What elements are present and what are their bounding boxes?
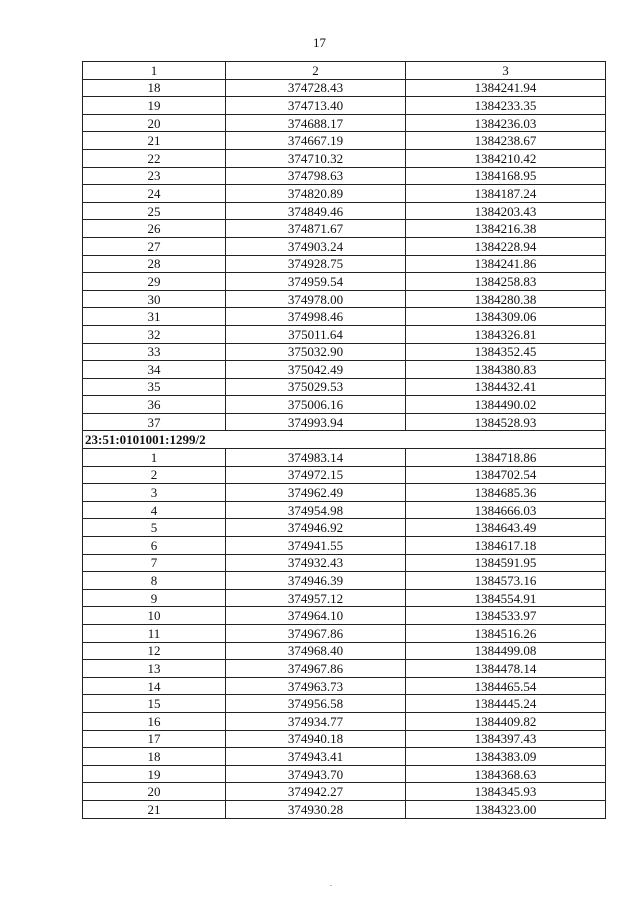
table-row [83,484,606,502]
y-coordinate-cell: 1384241.94 [406,79,606,97]
y-coordinate-cell: 1384397.43 [406,730,606,748]
table-row [83,712,606,730]
y-coordinate-cell: 1384685.36 [406,484,606,502]
table-row [83,695,606,713]
y-coordinate-cell: 1384533.97 [406,607,606,625]
table-row [83,748,606,766]
x-coordinate-cell: 374713.40 [226,97,406,115]
x-coordinate-cell: 375006.16 [226,396,406,414]
table-row [83,554,606,572]
table-row [83,449,606,467]
y-coordinate-cell: 1384280.38 [406,290,606,308]
point-number-cell: 5 [83,519,226,537]
table-row [83,325,606,343]
y-coordinate-cell: 1384168.95 [406,167,606,185]
table-row [83,589,606,607]
x-coordinate-cell: 374667.19 [226,132,406,150]
x-coordinate-cell: 375042.49 [226,361,406,379]
y-coordinate-cell: 1384465.54 [406,677,606,695]
table-row [83,220,606,238]
y-coordinate-cell: 1384591.95 [406,554,606,572]
header-row [83,62,606,80]
table-row [83,519,606,537]
y-coordinate-cell: 1384241.86 [406,255,606,273]
point-number-cell: 9 [83,589,226,607]
x-coordinate-cell: 374943.70 [226,765,406,783]
y-coordinate-cell: 1384432.41 [406,378,606,396]
y-coordinate-cell: 1384445.24 [406,695,606,713]
point-number-cell: 21 [83,132,226,150]
y-coordinate-cell: 1384187.24 [406,185,606,203]
x-coordinate-cell: 374688.17 [226,114,406,132]
point-number-cell: 13 [83,660,226,678]
point-number-cell: 31 [83,308,226,326]
y-coordinate-cell: 1384528.93 [406,413,606,431]
table-row [83,273,606,291]
section-row [83,431,606,449]
table-row [83,800,606,818]
y-coordinate-cell: 1384326.81 [406,325,606,343]
table-row [83,572,606,590]
cadastral-number-title: 23:51:0101001:1299/2 [83,431,606,449]
point-number-cell: 22 [83,149,226,167]
y-coordinate-cell: 1384554.91 [406,589,606,607]
x-coordinate-cell: 374954.98 [226,501,406,519]
table-row [83,677,606,695]
point-number-cell: 29 [83,273,226,291]
point-number-cell: 36 [83,396,226,414]
header-cell-2: 2 [226,62,406,80]
x-coordinate-cell: 374963.73 [226,677,406,695]
x-coordinate-cell: 374964.10 [226,607,406,625]
table-row [83,378,606,396]
x-coordinate-cell: 374934.77 [226,712,406,730]
y-coordinate-cell: 1384238.67 [406,132,606,150]
table-row [83,466,606,484]
table-row [83,255,606,273]
y-coordinate-cell: 1384702.54 [406,466,606,484]
x-coordinate-cell: 375029.53 [226,378,406,396]
point-number-cell: 32 [83,325,226,343]
header-cell-3: 3 [406,62,606,80]
x-coordinate-cell: 374943.41 [226,748,406,766]
y-coordinate-cell: 1384617.18 [406,537,606,555]
y-coordinate-cell: 1384352.45 [406,343,606,361]
point-number-cell: 28 [83,255,226,273]
x-coordinate-cell: 374968.40 [226,642,406,660]
table-row [83,290,606,308]
y-coordinate-cell: 1384383.09 [406,748,606,766]
y-coordinate-cell: 1384718.86 [406,449,606,467]
point-number-cell: 23 [83,167,226,185]
y-coordinate-cell: 1384236.03 [406,114,606,132]
y-coordinate-cell: 1384216.38 [406,220,606,238]
x-coordinate-cell: 374728.43 [226,79,406,97]
y-coordinate-cell: 1384323.00 [406,800,606,818]
point-number-cell: 6 [83,537,226,555]
point-number-cell: 12 [83,642,226,660]
x-coordinate-cell: 374956.58 [226,695,406,713]
x-coordinate-cell: 374972.15 [226,466,406,484]
table-row [83,537,606,555]
y-coordinate-cell: 1384228.94 [406,237,606,255]
point-number-cell: 37 [83,413,226,431]
point-number-cell: 27 [83,237,226,255]
table-row [83,149,606,167]
x-coordinate-cell: 374998.46 [226,308,406,326]
x-coordinate-cell: 374946.92 [226,519,406,537]
table-row [83,625,606,643]
x-coordinate-cell: 374942.27 [226,783,406,801]
x-coordinate-cell: 374871.67 [226,220,406,238]
table-row [83,343,606,361]
x-coordinate-cell: 374967.86 [226,660,406,678]
y-coordinate-cell: 1384380.83 [406,361,606,379]
x-coordinate-cell: 374962.49 [226,484,406,502]
y-coordinate-cell: 1384499.08 [406,642,606,660]
x-coordinate-cell: 374983.14 [226,449,406,467]
point-number-cell: 17 [83,730,226,748]
table-row [83,642,606,660]
point-number-cell: 14 [83,677,226,695]
table-row [83,765,606,783]
y-coordinate-cell: 1384643.49 [406,519,606,537]
x-coordinate-cell: 374993.94 [226,413,406,431]
table-row [83,396,606,414]
point-number-cell: 10 [83,607,226,625]
x-coordinate-cell: 374710.32 [226,149,406,167]
point-number-cell: 35 [83,378,226,396]
point-number-cell: 20 [83,114,226,132]
point-number-cell: 1 [83,449,226,467]
table-row [83,361,606,379]
y-coordinate-cell: 1384409.82 [406,712,606,730]
table-row [83,97,606,115]
x-coordinate-cell: 374930.28 [226,800,406,818]
x-coordinate-cell: 375032.90 [226,343,406,361]
point-number-cell: 11 [83,625,226,643]
scan-dot [330,885,332,886]
x-coordinate-cell: 374967.86 [226,625,406,643]
x-coordinate-cell: 374798.63 [226,167,406,185]
x-coordinate-cell: 374978.00 [226,290,406,308]
table-row [83,660,606,678]
point-number-cell: 4 [83,501,226,519]
table-row [83,167,606,185]
page-number: 17 [313,35,326,50]
coordinates-table-body [83,62,606,819]
table-row [83,202,606,220]
y-coordinate-cell: 1384368.63 [406,765,606,783]
x-coordinate-cell: 374903.24 [226,237,406,255]
y-coordinate-cell: 1384666.03 [406,501,606,519]
point-number-cell: 24 [83,185,226,203]
table-row [83,783,606,801]
x-coordinate-cell: 374959.54 [226,273,406,291]
table-row [83,607,606,625]
point-number-cell: 2 [83,466,226,484]
y-coordinate-cell: 1384490.02 [406,396,606,414]
y-coordinate-cell: 1384516.26 [406,625,606,643]
y-coordinate-cell: 1384233.35 [406,97,606,115]
x-coordinate-cell: 374957.12 [226,589,406,607]
x-coordinate-cell: 374940.18 [226,730,406,748]
point-number-cell: 19 [83,765,226,783]
point-number-cell: 34 [83,361,226,379]
x-coordinate-cell: 374941.55 [226,537,406,555]
point-number-cell: 26 [83,220,226,238]
table-row [83,237,606,255]
y-coordinate-cell: 1384258.83 [406,273,606,291]
point-number-cell: 18 [83,748,226,766]
x-coordinate-cell: 374820.89 [226,185,406,203]
point-number-cell: 30 [83,290,226,308]
point-number-cell: 19 [83,97,226,115]
table-row [83,114,606,132]
x-coordinate-cell: 374946.39 [226,572,406,590]
table-row [83,132,606,150]
y-coordinate-cell: 1384210.42 [406,149,606,167]
y-coordinate-cell: 1384309.06 [406,308,606,326]
x-coordinate-cell: 374849.46 [226,202,406,220]
table-row [83,185,606,203]
y-coordinate-cell: 1384478.14 [406,660,606,678]
table-row [83,413,606,431]
point-number-cell: 21 [83,800,226,818]
point-number-cell: 25 [83,202,226,220]
coordinates-table [82,61,606,819]
table-row [83,308,606,326]
point-number-cell: 8 [83,572,226,590]
point-number-cell: 15 [83,695,226,713]
y-coordinate-cell: 1384345.93 [406,783,606,801]
x-coordinate-cell: 375011.64 [226,325,406,343]
point-number-cell: 16 [83,712,226,730]
header-cell-1: 1 [83,62,226,80]
point-number-cell: 18 [83,79,226,97]
point-number-cell: 20 [83,783,226,801]
point-number-cell: 33 [83,343,226,361]
y-coordinate-cell: 1384573.16 [406,572,606,590]
x-coordinate-cell: 374932.43 [226,554,406,572]
x-coordinate-cell: 374928.75 [226,255,406,273]
point-number-cell: 3 [83,484,226,502]
table-row [83,501,606,519]
table-row [83,79,606,97]
y-coordinate-cell: 1384203.43 [406,202,606,220]
table-row [83,730,606,748]
point-number-cell: 7 [83,554,226,572]
